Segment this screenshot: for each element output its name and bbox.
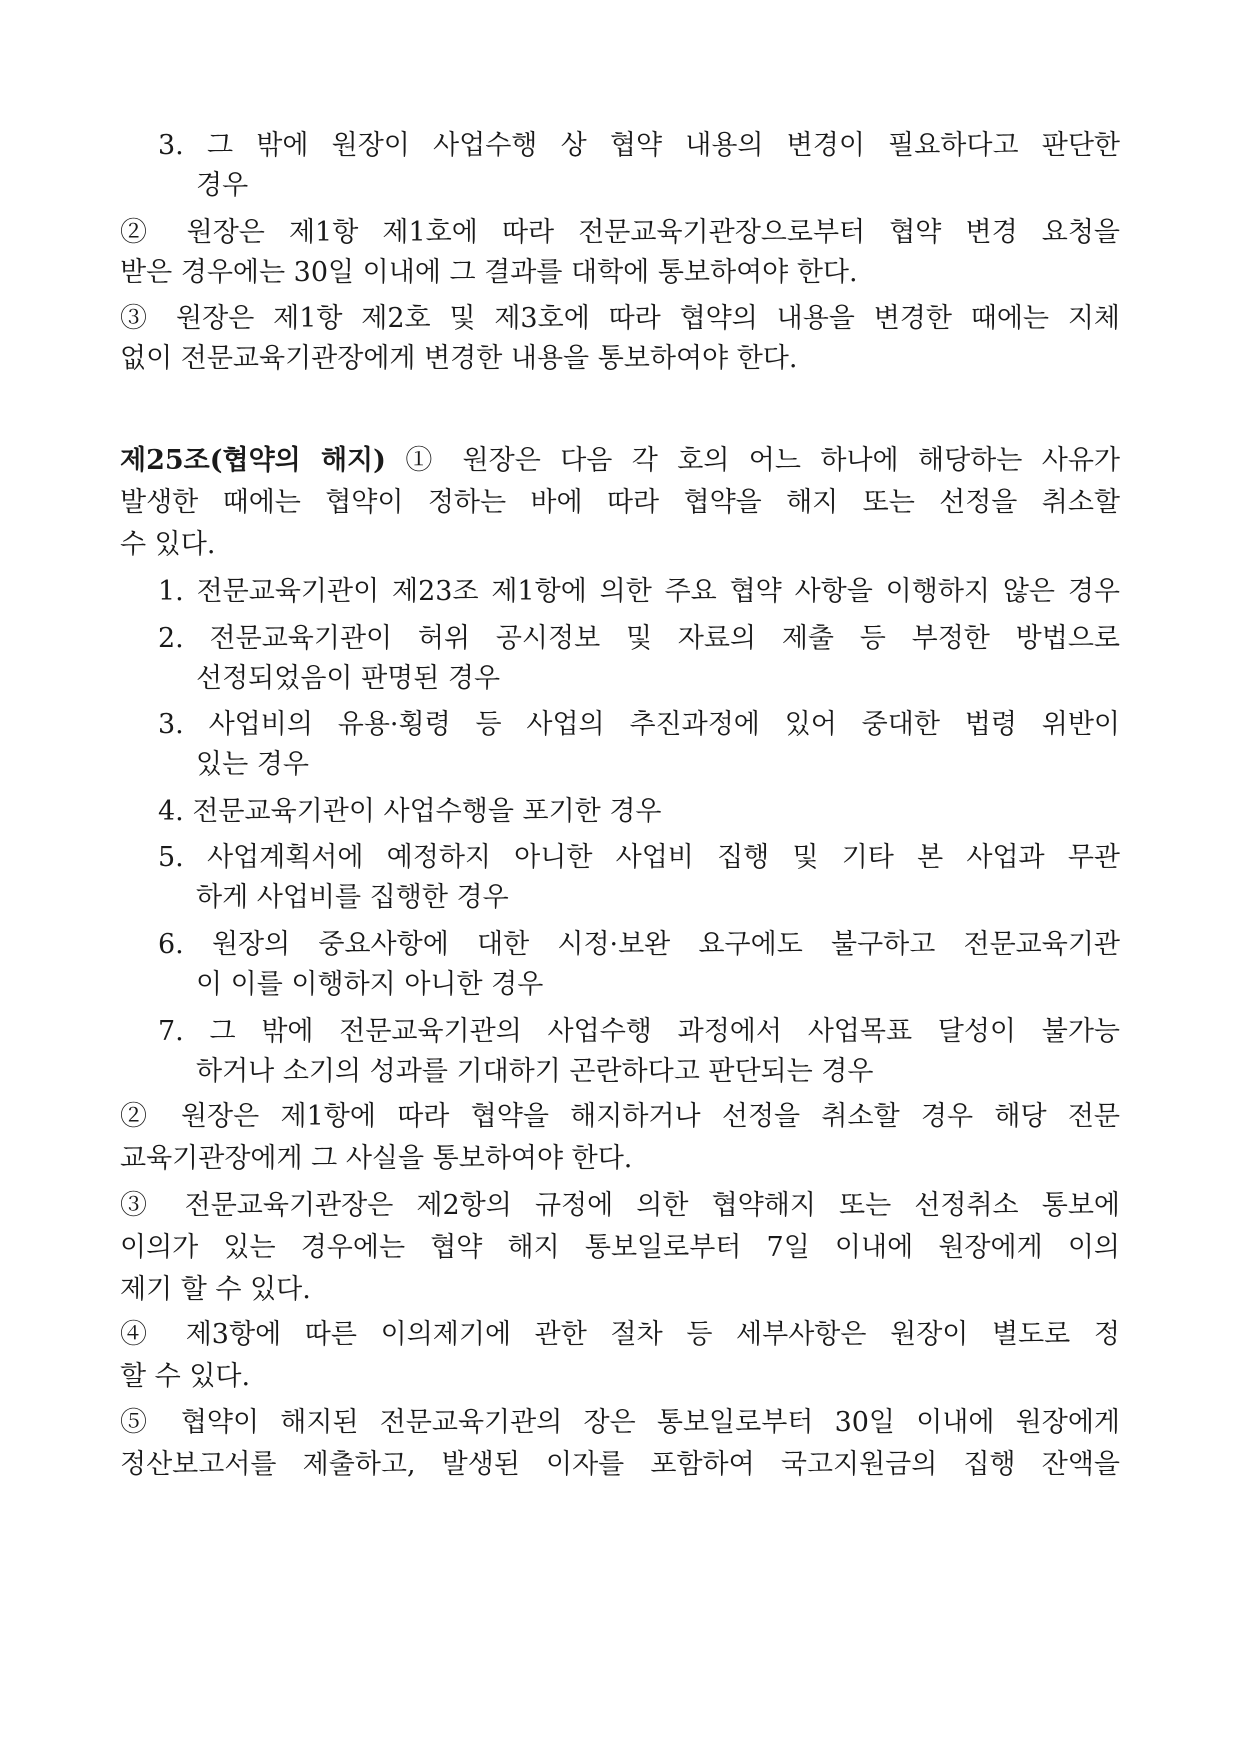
sec25-item6-line2: 이 이를 이행하지 아니한 경우 [196,969,544,1000]
sec25-para2-line1: ② 원장은 제1항에 따라 협약을 해지하거나 선정을 취소할 경우 해당 전문 [120,1101,1120,1132]
sec25-para5-line1: ⑤ 협약이 해지된 전문교육기관의 장은 통보일로부터 30일 이내에 원장에게 [120,1407,1120,1438]
article-heading: 제25조(협약의 해지) [120,445,386,476]
sec24-para3-line2: 없이 전문교육기관장에게 변경한 내용을 통보하여야 한다. [120,343,798,374]
sec24-para2-line2: 받은 경우에는 30일 이내에 그 결과를 대학에 통보하여야 한다. [120,257,858,288]
sec25-para1-line1-text: ① 원장은 다음 각 호의 어느 하나에 해당하는 사유가 [385,445,1120,476]
sec25-para1-line1 [120,441,1120,481]
sec24-para2-line1: ② 원장은 제1항 제1호에 따라 전문교육기관장으로부터 협약 변경 요청을 [120,217,1120,248]
sec25-item5-line1: 5. 사업계획서에 예정하지 아니한 사업비 집행 및 기타 본 사업과 무관 [158,842,1120,873]
sec25-para5-line2: 정산보고서를 제출하고, 발생된 이자를 포함하여 국고지원금의 집행 잔액을 [120,1449,1120,1480]
sec24-para3-line1: ③ 원장은 제1항 제2호 및 제3호에 따라 협약의 내용을 변경한 때에는 지체 [120,303,1120,334]
sec25-item4: 4. 전문교육기관이 사업수행을 포기한 경우 [158,796,662,827]
sec24-item3-line2: 경우 [196,170,249,201]
sec25-para1-line3: 수 있다. [120,529,216,560]
sec25-para3-line3: 제기 할 수 있다. [120,1274,311,1305]
sec25-para3-line2: 이의가 있는 경우에는 협약 해지 통보일로부터 7일 이내에 원장에게 이의 [120,1232,1120,1263]
sec25-item3-line1: 3. 사업비의 유용·횡령 등 사업의 추진과정에 있어 중대한 법령 위반이 [158,709,1120,740]
sec25-item5-line2: 하게 사업비를 집행한 경우 [196,882,509,913]
sec25-item1: 1. 전문교육기관이 제23조 제1항에 의한 주요 협약 사항을 이행하지 않은 경우 [158,576,1120,607]
sec25-para1-line2: 발생한 때에는 협약이 정하는 바에 따라 협약을 해지 또는 선정을 취소할 [120,487,1120,518]
sec25-item2-line1: 2. 전문교육기관이 허위 공시정보 및 자료의 제출 등 부정한 방법으로 [158,623,1120,654]
sec25-para4-line1: ④ 제3항에 따른 이의제기에 관한 절차 등 세부사항은 원장이 별도로 정 [120,1319,1120,1350]
sec25-para2-line2: 교육기관장에게 그 사실을 통보하여야 한다. [120,1143,633,1174]
sec25-item3-line2: 있는 경우 [196,749,309,780]
sec24-item3-line1: 3. 그 밖에 원장이 사업수행 상 협약 내용의 변경이 필요하다고 판단한 [158,130,1120,161]
sec25-para4-line2: 할 수 있다. [120,1361,251,1392]
sec25-para3-line1: ③ 전문교육기관장은 제2항의 규정에 의한 협약해지 또는 선정취소 통보에 [120,1190,1120,1221]
sec25-item6-line1: 6. 원장의 중요사항에 대한 시정·보완 요구에도 불구하고 전문교육기관 [158,929,1120,960]
sec25-item7-line1: 7. 그 밖에 전문교육기관의 사업수행 과정에서 사업목표 달성이 불가능 [158,1016,1120,1047]
sec25-item7-line2: 하거나 소기의 성과를 기대하기 곤란하다고 판단되는 경우 [196,1056,874,1087]
sec25-item2-line2: 선정되었음이 판명된 경우 [196,663,501,694]
